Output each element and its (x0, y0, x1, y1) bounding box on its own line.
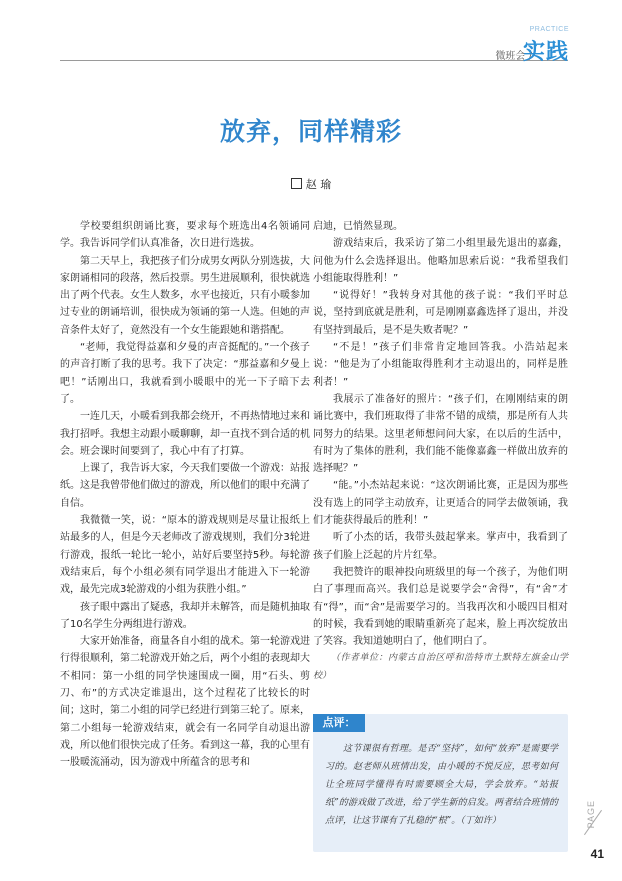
author-affiliation: （作者单位：内蒙古自治区呼和浩特市土默特左旗金山学校） (313, 653, 568, 681)
section-brand (511, 26, 569, 66)
paragraph: 第二天早上，我把孩子们分成男女两队分别选拔，大家朗诵相同的段落，然后投票。男生进展顺利，很快就选出了两个代表。女生人数多，水平也接近，只有小暖参加过专业的朗诵培训，很快成为领诵的第一人选。但她的声音条件太好了，竟然没有一个女生能跟她和谐搭配。 (60, 255, 310, 336)
byline-box-icon (291, 178, 302, 189)
paragraph: 上课了，我告诉大家，今天我们要做一个游戏：站报纸。这是我曾带他们做过的游戏，所以他们的眼中充满了自信。 (60, 463, 310, 509)
article-column-right (313, 218, 568, 685)
paragraph: 大家开始准备，商量各自小组的战术。第一轮游戏进行得很顺利，第二轮游戏开始之后，两个小组的表现却大不相同：第一小组的同学快速围成一圈，用“石头、剪刀、布”的方式决定谁退出，这个过程花了比较长的时间；这时，第二小组的同学已经进行到第三轮了。原来，第二小组每一轮游戏结束，就会有一名同学自动退出游戏，所以他们很快完成了任务。看到这一幕，我的心里有一股暖流涌动，因为游戏中所蕴含的思考和 (60, 636, 310, 769)
column-label: 微班会 / (495, 51, 532, 62)
paragraph: “不是！”孩子们非常肯定地回答我。小浩站起来说：“他是为了小组能取得胜利才主动退出的，同样是胜利者！” (313, 342, 568, 388)
header-rule (60, 60, 568, 61)
byline (0, 176, 622, 192)
paragraph: “能。”小杰站起来说：“这次朗诵比赛，正是因为那些没有选上的同学主动放弃，让更适合的同学去做领诵，我们才能获得最后的胜利！” (313, 480, 568, 527)
paragraph: “老师，我觉得益嘉和夕曼的声音挺配的。”一个孩子的声音打断了我的思考。我下了决定：“那益嘉和夕曼上吧！”话刚出口，我就看到小暖眼中的光一下子暗下去了。 (60, 342, 310, 405)
paragraph: 听了小杰的话，我带头鼓起掌来。掌声中，我看到了孩子们脸上泛起的片片红晕。 (313, 532, 568, 561)
paragraph: 我微微一笑，说：“原本的游戏规则是尽量让报纸上站最多的人，但是今天老师改了游戏规则，我们分3轮进行游戏，报纸一轮比一轮小，站好后要坚持5秒。每轮游戏结束后，每个小组必须有同学退出才能进入下一轮游戏，最先完成3轮游戏的小组为获胜小组。” (60, 515, 310, 596)
paragraph: “说得好！”我转身对其他的孩子说：“我们平时总说，坚持到底就是胜利，可是刚刚嘉鑫选择了退出，并没有坚持到最后，是不是失败者呢？” (313, 290, 568, 336)
comment-text: 这节课很有哲理。是否“坚持”，如何“放弃”是需要学习的。赵老师从班情出发，由小暖的不悦反应，思考如何让全班同学懂得有时需要顾全大局，学会放弃。“站报纸”的游戏做了改进，给了学生新的启发。两者结合班情的点评，让这节课有了扎稳的“根”。（丁如许） (325, 744, 558, 826)
brand-chinese: 实践 (522, 40, 569, 65)
brand-english: PRACTICE (529, 26, 569, 33)
page-word: PAGE (586, 800, 596, 829)
comment-label: 点评： (313, 714, 365, 732)
article-column-left (60, 218, 310, 772)
paragraph: 启迪，已悄然显现。 (313, 221, 403, 232)
article-title: 放弃，同样精彩 (219, 117, 402, 146)
page-number: 41 (590, 847, 604, 861)
paragraph: 我把赞许的眼神投向班级里的每一个孩子，为他们明白了事理而高兴。我们总是说要学会“舍得”，有“舍”才有“得”，而“舍”是需要学习的。当我再次和小暖四目相对的时候，我看到她的眼睛重新亮了起来，脸上再次绽放出了笑容。我知道她明白了，他们明白了。 (313, 566, 568, 648)
paragraph: 游戏结束后，我采访了第二小组里最先退出的嘉鑫，问他为什么会选择退出。他略加思索后说：“我希望我们小组能取得胜利！” (313, 238, 568, 284)
paragraph: 学校要组织朗诵比赛，要求每个班选出4名领诵同学。我告诉同学们认真准备，次日进行选拔。 (60, 221, 310, 250)
comment-box (313, 714, 568, 852)
paragraph: 我展示了准备好的照片：“孩子们，在刚刚结束的朗诵比赛中，我们班取得了非常不错的成绩，那是所有人共同努力的结果。这里老师想问问大家，在以后的生活中，有时为了集体的胜利，我们能不能像嘉鑫一样做出放弃的选择呢？” (313, 393, 568, 475)
paragraph: 孩子眼中露出了疑惑，我却并未解答，而是随机抽取了10名学生分两组进行游戏。 (60, 601, 310, 630)
author-name: 赵 瑜 (305, 178, 332, 191)
paragraph: 一连几天，小暖看到我都会绕开，不再热情地过来和我打招呼。我想主动跟小暖聊聊，却一直找不到合适的机会。班会课时间要到了，我心中有了打算。 (60, 411, 310, 457)
